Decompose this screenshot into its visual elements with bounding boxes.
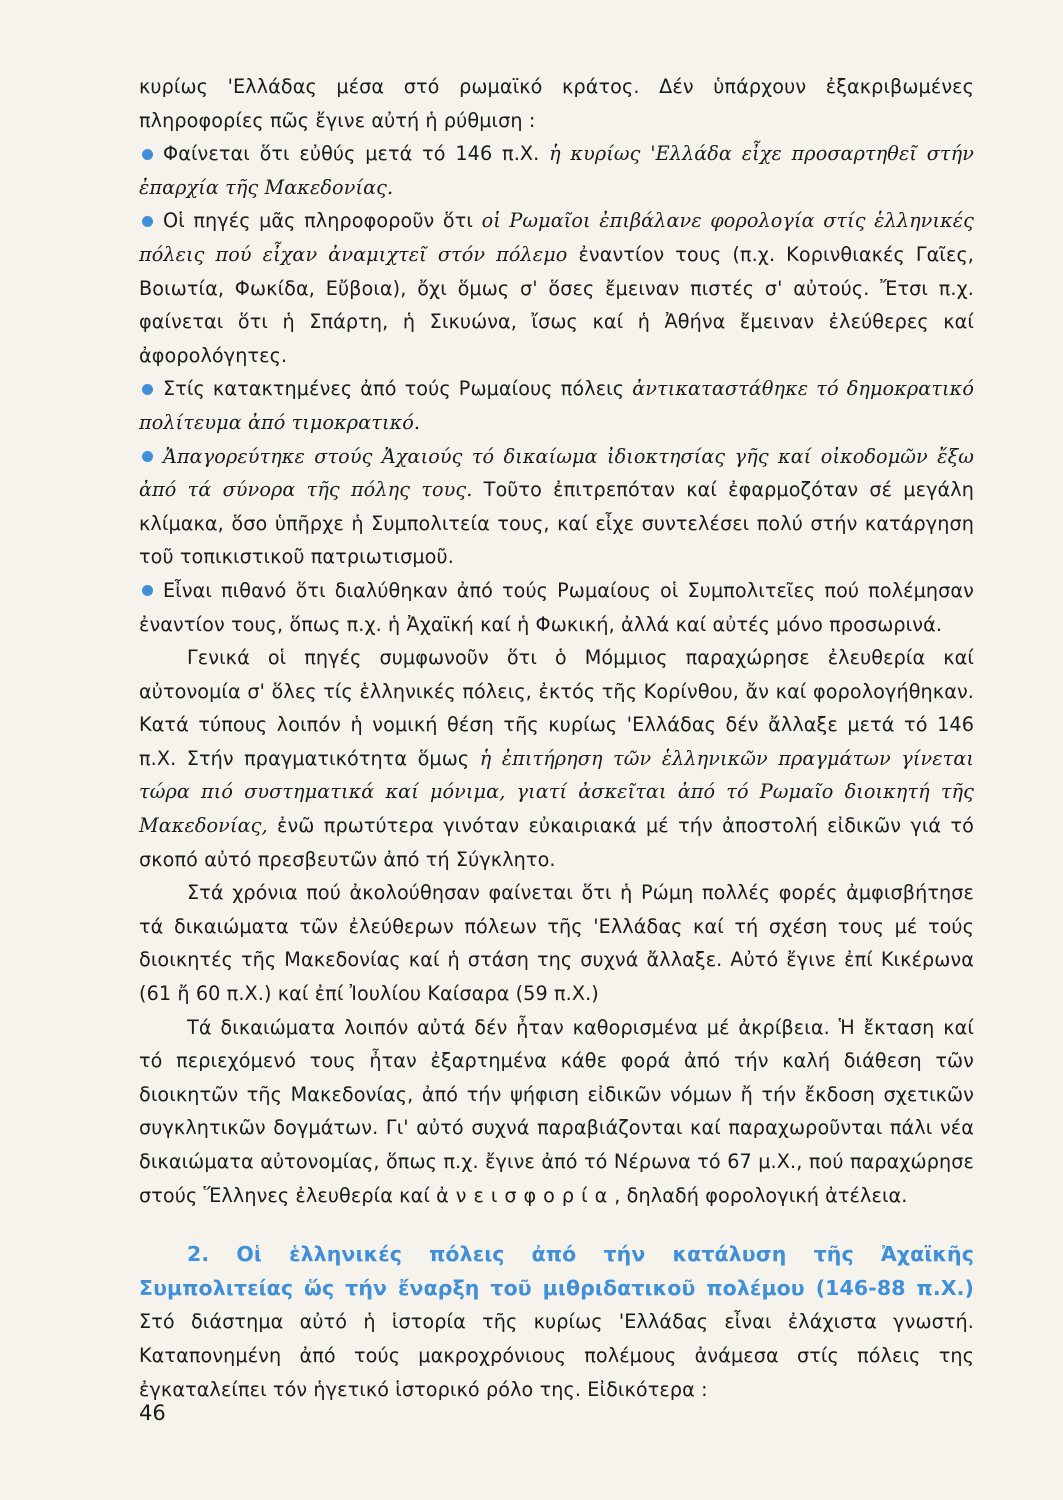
section-paragraph: 2. Οἱ ἑλληνικές πόλεις ἀπό τήν κατάλυση τῆς Ἀχαϊκῆς Συμπολιτείας ὥς τήν ἔναρξη τοῦ μιθριδατικοῦ πολέμου (146-88 π.Χ.) Στό διάστημα αὐτό ἡ ἱστορία τῆς κυρίως 'Ελλάδας εἶναι ἐλάχιστα γνωστή. Καταπονημένη ἀπό τούς μακροχρόνιους πολέμους ἀνάμεσα στίς πόλεις της ἐγκαταλείπει τόν ἡγετικό ἱστορικό ρόλο της. Εἰδικότερα : <box>139 1242 974 1401</box>
bullet-item: Φαίνεται ὅτι εὐθύς μετά τό 146 π.Χ. ἡ κυρίως 'Ελλάδα εἶχε προσαρτηθεῖ στήν ἐπαρχία τῆς Μακεδονίας. <box>139 142 974 199</box>
bullet-dot-icon <box>142 216 153 227</box>
paragraph: Στά χρόνια πού ἀκολούθησαν φαίνεται ὅτι ἡ Ρώμη πολλές φορές ἀμφισβήτησε τά δικαιώματα τῶν ἐλεύθερων πόλεων τῆς 'Ελλάδας καί τή σχέση τους μέ τούς διοικητές τῆς Μακεδονίας καί ἡ στάση της συχνά ἄλλαξε. Αὐτό ἔγινε ἐπί Κικέρωνα (61 ἤ 60 π.Χ.) καί ἐπί Ἰουλίου Καίσαρα (59 π.Χ.) <box>139 881 974 1006</box>
bullet-item: Οἱ πηγές μᾶς πληροφοροῦν ὅτι οἱ Ρωμαῖοι ἐπιβάλανε φορολογία στίς ἑλληνικές πόλεις πού εἶχαν ἀναμιχτεῖ στόν πόλεμο ἐναντίον τους (π.χ. Κορινθιακές Γαῖες, Βοιωτία, Φωκίδα, Εὔβοια), ὄχι ὅμως σ' ὅσες ἔμειναν πιστές σ' αὐτούς. Ἔτσι π.χ. φαίνεται ὅτι ἡ Σπάρτη, ἡ Σικυώνα, ἴσως καί ἡ Ἀθήνα ἔμειναν ἐλεύθερες καί ἀφορολόγητες. <box>139 209 974 367</box>
paragraph: Τά δικαιώματα λοιπόν αὐτά δέν ἦταν καθορισμένα μέ ἀκρίβεια. Ἡ ἔκταση καί τό περιεχόμενό τους ἦταν ἐξαρτημένα κάθε φορά ἀπό τήν καλή διάθεση τῶν διοικητῶν τῆς Μακεδονίας, ἀπό τήν ψήφιση εἰδικῶν νόμων ἤ τήν ἔκδοση σχετικῶν συγκλητικῶν δογμάτων. Γι' αὐτό συχνά παραβιάζονται καί παραχωροῦνται πάλι νέα δικαιώματα αὐτονομίας, ὅπως π.χ. ἔγινε ἀπό τό Νέρωνα τό 67 μ.Χ., πού παραχώρησε στούς Ἕλληνες ἐλευθερία καί ἀνεισφορία, δηλαδή φορολογική ἀτέλεια. <box>139 1015 974 1207</box>
body-text <box>139 70 974 1406</box>
bullet-dot-icon <box>142 451 153 462</box>
bullet-item: Ἀπαγορεύτηκε στούς Ἀχαιούς τό δικαίωμα ἰδιοκτησίας γῆς καί οἰκοδομῶν ἔξω ἀπό τά σύνορα τῆς πόλης τους. Τοῦτο ἐπιτρεπόταν καί ἐφαρμοζόταν σέ μεγάλη κλίμακα, ὅσο ὑπῆρχε ἡ Συμπολιτεία τους, καί εἶχε συντελέσει πολύ στήν κατάργηση τοῦ τοπικιστικοῦ πατριωτισμοῦ. <box>139 444 974 569</box>
bullet-dot-icon <box>142 149 153 160</box>
intro-paragraph: κυρίως 'Ελλάδας μέσα στό ρωμαϊκό κράτος. Δέν ὑπάρχουν ἐξακριβωμένες πληροφορίες πῶς ἔγινε αὐτή ἡ ρύθμιση : <box>139 75 974 132</box>
page-number: 46 <box>139 1401 166 1425</box>
bullet-dot-icon <box>142 585 153 596</box>
paragraph: Γενικά οἱ πηγές συμφωνοῦν ὅτι ὁ Μόμμιος παραχώρησε ἐλευθερία καί αὐτονομία σ' ὅλες τίς ἑλληνικές πόλεις, ἐκτός τῆς Κορίνθου, ἄν καί φορολογήθηκαν. Κατά τύπους λοιπόν ἡ νομική θέση τῆς κυρίως 'Ελλάδας δέν ἄλλαξε μετά τό 146 π.Χ. Στήν πραγματικότητα ὅμως ἡ ἐπιτήρηση τῶν ἑλληνικῶν πραγμάτων γίνεται τώρα πιό συστηματικά καί μόνιμα, γιατί ἀσκεῖται ἀπό τό Ρωμαῖο διοικητή τῆς Μακεδονίας, ἐνῶ πρωτύτερα γινόταν εὐκαιριακά μέ τήν ἀποστολή εἰδικῶν γιά τό σκοπό αὐτό πρεσβευτῶν ἀπό τή Σύγκλητο. <box>139 646 974 871</box>
bullet-item: Στίς κατακτημένες ἀπό τούς Ρωμαίους πόλεις ἀντικαταστάθηκε τό δημοκρατικό πολίτευμα ἀπό τιμοκρατικό. <box>139 377 974 434</box>
section-heading: 2. Οἱ ἑλληνικές πόλεις ἀπό τήν κατάλυση τῆς Ἀχαϊκῆς Συμπολιτείας ὥς τήν ἔναρξη τοῦ μιθριδατικοῦ πολέμου (146-88 π.Χ.) <box>139 1242 974 1300</box>
bullet-dot-icon <box>142 384 153 395</box>
bullet-item: Εἶναι πιθανό ὅτι διαλύθηκαν ἀπό τούς Ρωμαίους οἱ Συμπολιτεῖες πού πολέμησαν ἐναντίον τους, ὅπως π.χ. ἡ Ἀχαϊκή καί ἡ Φωκική, ἀλλά καί αὐτές μόνο προσωρινά. <box>139 578 974 636</box>
